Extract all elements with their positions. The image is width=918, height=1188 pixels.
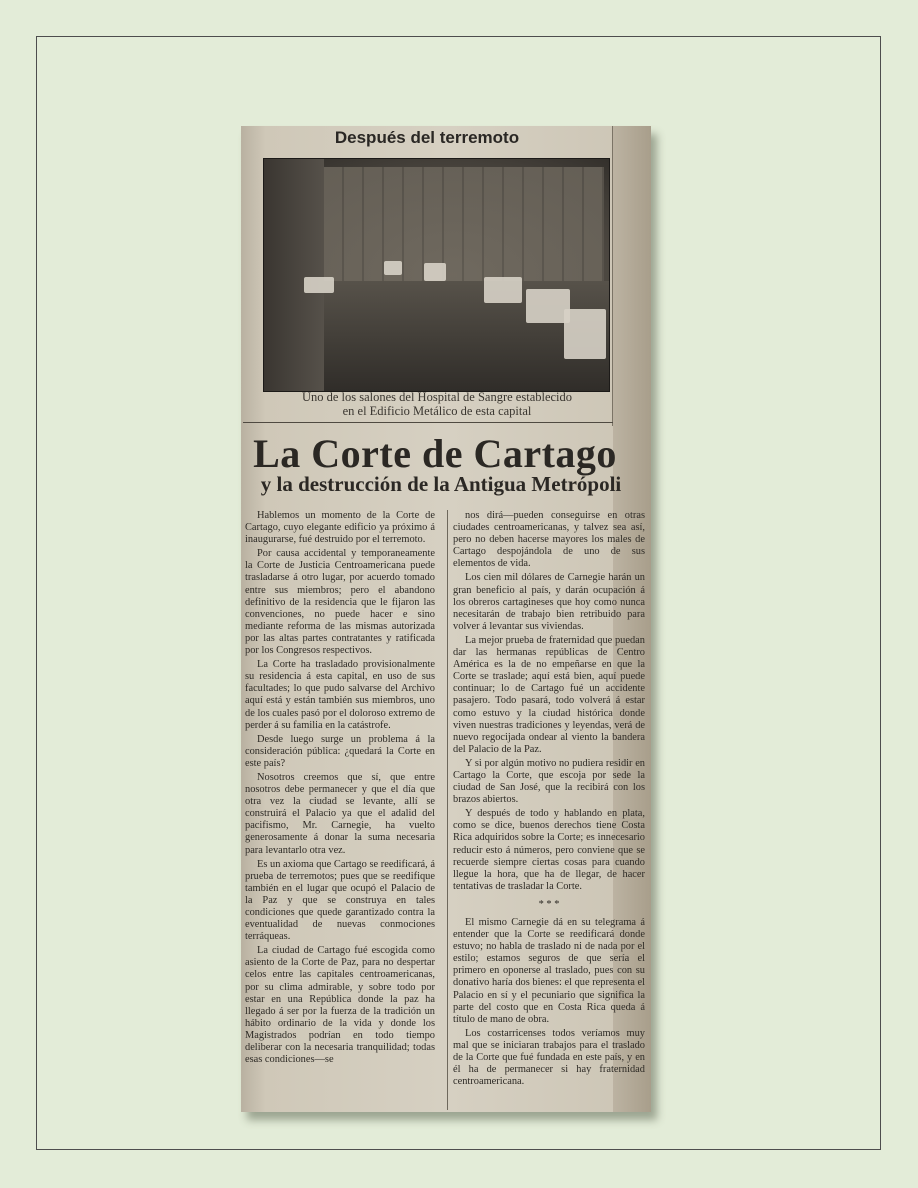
photo-bed: [484, 277, 522, 303]
column-divider-line: [612, 126, 613, 426]
hospital-hall-photo: [263, 158, 610, 392]
newspaper-clipping: [241, 126, 651, 1112]
photo-bed: [384, 261, 402, 275]
section-separator-stars: * * *: [538, 898, 560, 910]
article-subheadline: y la destrucción de la Antigua Metrópoli: [260, 472, 622, 496]
article-paragraph: Desde luego surge un problema á la consideración pública: ¿quedará la Corte en este país?: [245, 733, 435, 769]
article-paragraph: Es un axioma que Cartago se reedificará, á prueba de terremotos; pues que se reedifique también en el lugar que ocupó el Palacio de la Paz y que se construya en tales condiciones que quede garantizado contra la eventualidad de nuevas conmociones terráqueas.: [245, 858, 435, 943]
photo-wall-panels: [324, 167, 604, 287]
clipping-top-title: Después del terremoto: [334, 128, 520, 147]
article-paragraph: Hablemos un momento de la Corte de Cartago, cuyo elegante edificio ya próximo á inaugurarse, fué destruido por el terremoto.: [245, 510, 435, 546]
article-paragraph: Y después de todo y hablando en plata, como se dice, buenos derechos tiene Costa Rica adquiridos sobre la Corte; es innecesario reducir esto á números, pero conviene que se recuerde siempre ciertas cosas para cuando llegue la hora, que ha de llegar, de hacer tentativas de trasladar la Corte.: [453, 808, 645, 892]
article-paragraph: La ciudad de Cartago fué escogida como asiento de la Corte de Paz, para no despertar celos entre las capitales centroamericanas, por su clima admirable, y sobre todo por estar en una República donde la paz ha llegado á ser por la fuerza de la tradición un hábito ordinario de la vida y donde los Magistrados podrían en todo tiempo deliberar con la necesaria tranquilidad; todas esas condiciones—se: [245, 945, 435, 1066]
photo-pillar: [264, 159, 324, 391]
caption-line: Uno de los salones del Hospital de Sangre establecido: [301, 390, 573, 404]
photo-bed: [564, 309, 606, 359]
photo-caption: [261, 390, 613, 418]
photo-bed: [424, 263, 446, 281]
article-headline: La Corte de Cartago: [253, 431, 617, 476]
article-column-left: [245, 510, 435, 1068]
column-divider-line: [447, 510, 448, 1110]
article-paragraph: Los cien mil dólares de Carnegie harán un gran beneficio al país, y darán ocupación á los obreros cartagineses que hoy como nunca necesitarán de trabajo bien retribuido para volver á levantar sus viviendas.: [453, 572, 645, 632]
photo-bed: [304, 277, 334, 293]
article-paragraph: Nosotros creemos que sí, que entre nosotros debe permanecer y que el día que otra vez la ciudad se levante, allí se construirá el Palacio ya que el adalid del pacifismo, Mr. Carnegie, ha vuelto generosamente á donar la suma necesaria para levantarlo otra vez.: [245, 771, 435, 856]
article-paragraph: Los costarricenses todos veríamos muy mal que se iniciaran trabajos para el traslado de la Corte que fué fundada en este país, y en él ha de permanecer si hay fraternidad centroamericana.: [453, 1027, 645, 1088]
article-column-right: [453, 510, 645, 1090]
article-paragraph: nos dirá—pueden conseguirse en otras ciudades centroamericanas, y talvez sea así, pero no deben hacerse mayores los males de Cartago despojándola de uno de sus elementos de vida.: [453, 510, 645, 570]
article-paragraph: La Corte ha trasladado provisionalmente su residencia á esta capital, en uso de sus facultades; lo que pudo salvarse del Archivo aquí está y están también sus miembros, uno de los cuales pasó por el doloroso extremo de perder á su familia en la catástrofe.: [245, 659, 435, 731]
caption-divider: [243, 422, 613, 423]
article-paragraph: Por causa accidental y temporaneamente la Corte de Justicia Centroamericana puede trasladarse á otro lugar, por acuerdo tomado entre sus miembros; pero el abandono definitivo de la residencia que le fijaron las convenciones, no puede hacer e sino mediante reforma de las mismas autorizada por las altas partes contratantes y ratificada por los Congresos respectivos.: [245, 548, 435, 657]
article-paragraph: La mejor prueba de fraternidad que puedan dar las hermanas repúblicas de Centro América es la de no empeñarse en que la Corte se traslade; aquí está bien, aquí puede continuar; lo de Cartago fué un accidente pasajero. Todo pasará, todo volverá á estar como estuvo y la ciudad histórica donde viven nuestras tradiciones y leyendas, verá de nuevo regocijada ondear al viento la bandera del Palacio de la Paz.: [453, 634, 645, 755]
article-paragraph: Y si por algún motivo no pudiera residir en Cartago la Corte, que escoja por sede la ciudad de San José, que la recibirá con los brazos abiertos.: [453, 757, 645, 806]
caption-line: en el Edificio Metálico de esta capital: [342, 404, 532, 418]
article-paragraph: El mismo Carnegie dá en su telegrama á entender que la Corte se reedificará donde estuvo; no habla de traslado ni de nada por el estilo; estamos seguros de que sería el primero en oponerse al traslado, pues con su donativo haría dos bienes: el que representa el Palacio en sí y el pecuniario que significa la parte del costo que en Costa Rica queda á título de mano de obra.: [453, 917, 645, 1025]
